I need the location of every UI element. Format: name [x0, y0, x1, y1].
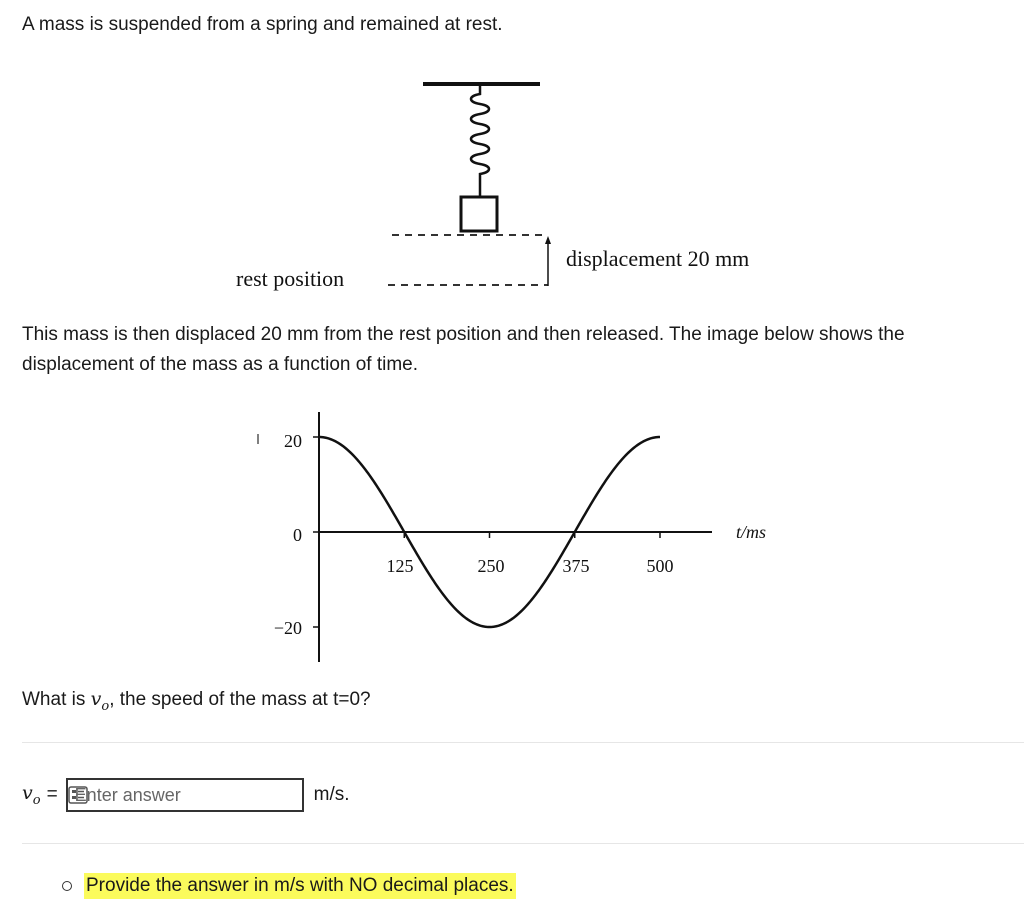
answer-field-box[interactable] [66, 778, 304, 812]
equals-sign: = [46, 784, 58, 805]
y-tick-label-20: 20 [284, 431, 302, 451]
arrow-head [545, 236, 551, 244]
hint-item [62, 873, 516, 899]
y-tick-label-0: 0 [293, 525, 302, 545]
mass-block [461, 197, 497, 231]
divider-bottom [22, 843, 1024, 844]
displacement-graph [0, 400, 1024, 670]
answer-variable: $v_o$ [22, 782, 41, 808]
x-axis-label: t/ms [736, 522, 767, 542]
answer-input[interactable] [73, 784, 277, 807]
rest-position-label: rest position [236, 266, 345, 291]
displacement-label: displacement 20 mm [566, 246, 750, 271]
bullet-icon [62, 881, 72, 891]
spring-diagram [0, 0, 1024, 310]
answer-row [22, 776, 350, 814]
x-tick-label-250: 250 [477, 556, 505, 576]
intro-text: A mass is suspended from a spring and remained at rest. [22, 14, 503, 35]
x-tick-label-125: 125 [386, 556, 414, 576]
question-post: , the speed of the mass at t=0? [109, 689, 371, 710]
spring-coil [471, 86, 489, 197]
keypad-icon[interactable] [68, 786, 88, 804]
question-pre: What is [22, 689, 91, 710]
hint-text: Provide the answer in m/s with NO decimal places. [84, 873, 516, 899]
y-tick-label-neg20: −20 [273, 618, 302, 638]
divider-top [22, 742, 1024, 743]
question-variable: $v_o$ [90, 688, 110, 714]
description-text: This mass is then displaced 20 mm from the rest position and then released. The image below shows the displacement of the mass as a function of time. [22, 324, 905, 375]
question-text [22, 684, 371, 722]
unit-label: m/s. [313, 784, 350, 805]
x-tick-label-375: 375 [562, 556, 590, 576]
x-tick-label-500: 500 [646, 556, 674, 576]
